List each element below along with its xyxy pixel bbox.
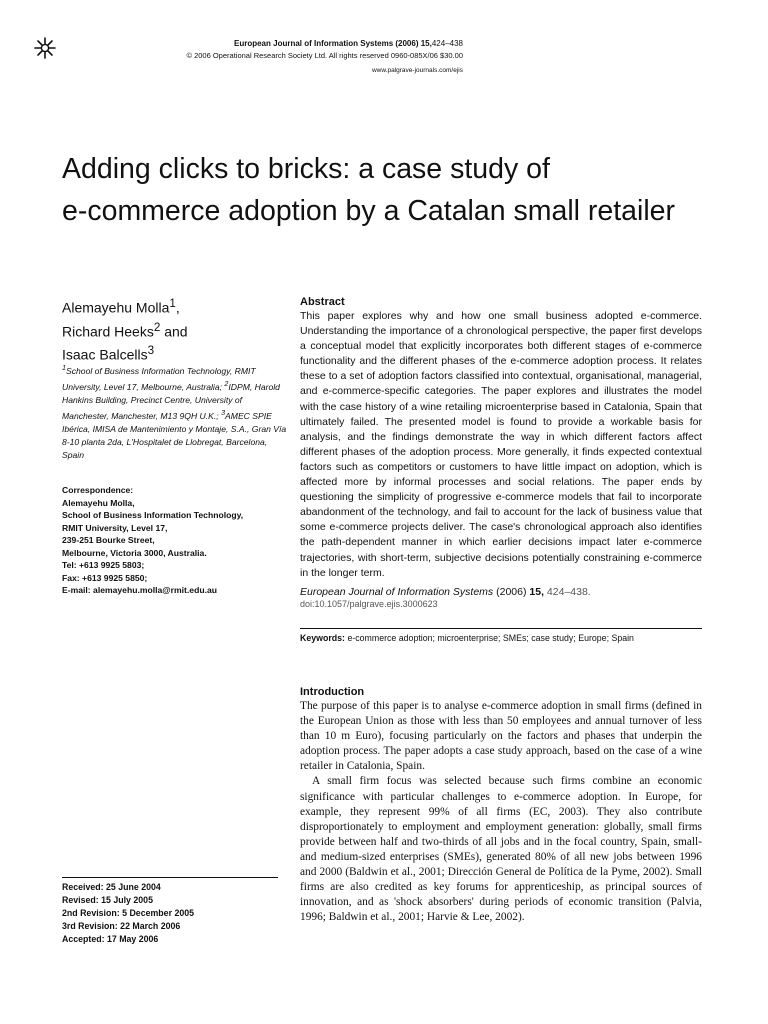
- journal-url[interactable]: www.palgrave-journals.com/ejis: [371, 67, 463, 74]
- article-title: [62, 148, 742, 232]
- date-revised: Revised: 15 July 2005: [62, 895, 153, 905]
- palgrave-star-icon: [34, 37, 56, 59]
- copyright-line: © 2006 Operational Research Society Ltd. All rights reserved 0960-085X/06 $30.00: [186, 51, 463, 60]
- correspondence-tel: Tel: +613 9925 5803;: [62, 560, 145, 570]
- affiliation-2: IDPM, Harold Hankins Building, Precinct Centre, University of Manchester, Manchester, M13 9QH U.K.;: [62, 381, 280, 421]
- date-revision-3: 3rd Revision: 22 March 2006: [62, 921, 181, 931]
- correspondence-email[interactable]: E-mail: alemayehu.molla@rmit.edu.au: [62, 585, 217, 595]
- abstract-text: This paper explores why and how one small business adopted e-commerce. Understanding the importance of a chronological perspective, the paper first develops a conceptual model that explicitly incorporates both different stages of e-commerce functionality and the different phases of the e-commerce adoption process. It relates these to a set of adoption factors classified into contextual, organisational, managerial, and e-commerce-specific categories. The paper explores and illustrates the model with the case history of a wine retailing microenterprise based in Catalonia, Spain that ultimately failed. The presented model is found to provide a workable basis for analysis, and the findings demonstrate the way in which different factors affect different phases of the adoption process. More generally, it finds expected contextual factors such as competitors or customers to have little impact on adoption, which is affected more by informal processes and social relations. The paper ends by questioning the simplicity of progressive e-commerce models that fail to incorporate abandonment of the technology, and fail to account for the lack of business value that some e-commerce projects deliver. The case's chronological approach also identifies the path-dependent manner in which earlier decisions impact later e-commerce trajectories, with short-term, subjective decisions potentially constraining e-commerce in the longer term.: [300, 310, 702, 579]
- affiliation-1: School of Business Information Technology, RMIT University, Level 17, Melbourne, Australia;: [62, 365, 256, 392]
- author-list: [62, 294, 292, 365]
- title-line-1: Adding clicks to bricks: a case study of: [62, 153, 550, 185]
- abstract-citation: European Journal of Information Systems (2006) 15, 424–438.: [300, 586, 591, 598]
- keywords: [300, 633, 634, 643]
- keywords-text: e-commerce adoption; microenterprise; SMEs; case study; Europe; Spain: [347, 633, 634, 643]
- correspondence-heading: Correspondence:: [62, 485, 134, 495]
- title-line-2: e-commerce adoption by a Catalan small retailer: [62, 195, 676, 227]
- keywords-divider: [300, 628, 702, 629]
- correspondence-line: 239-251 Bourke Street,: [62, 535, 155, 545]
- keywords-label: Keywords:: [300, 633, 345, 643]
- date-revision-2: 2nd Revision: 5 December 2005: [62, 908, 195, 918]
- abstract-heading: Abstract: [300, 296, 345, 308]
- correspondence-fax: Fax: +613 9925 5850;: [62, 572, 148, 583]
- journal-header: [150, 38, 463, 50]
- doi[interactable]: doi:10.1057/palgrave.ejis.3000623: [300, 599, 438, 609]
- journal-name: European Journal of Information Systems (2006): [234, 39, 419, 48]
- introduction-heading: Introduction: [300, 686, 365, 698]
- journal-pages: 424–438: [431, 39, 463, 48]
- author-3: Isaac Balcells$^3$: [62, 344, 155, 363]
- correspondence-line: Melbourne, Victoria 3000, Australia.: [62, 547, 207, 558]
- correspondence-line: Alemayehu Molla,: [62, 497, 135, 508]
- date-received: Received: 25 June 2004: [62, 882, 161, 892]
- correspondence-block: [62, 484, 292, 597]
- introduction-paragraph-1: The purpose of this paper is to analyse e-commerce adoption in small firms (defined in the European Union as those with less than 50 employees and annual turnover of less than 10 m Euro), focusing particularly on the factors and phases that underpin the adoption process. The paper adopts a case study approach, based on the case of a wine retailer in Catalonia, Spain.: [300, 700, 702, 773]
- author-2: Richard Heeks$^2$ and: [62, 320, 188, 340]
- author-1: Alemayehu Molla$^1$,: [62, 297, 180, 316]
- correspondence-line: School of Business Information Technology,: [62, 510, 244, 520]
- affiliation-3: AMEC SPIE Ibérica, IMISA de Mantenimiento y Montaje, S.A., Gran Vía 8-10 planta 2da, L'Hospitalet de Llobregat, Barcelona, Spain: [62, 410, 287, 460]
- journal-volume: 15,: [420, 39, 432, 48]
- introduction-paragraph-2: A small firm focus was selected because such firms combine an economic significance with particular challenges to e-commerce adoption. In Europe, for example, they represent 99% of all firms (EC, 2003). They also contribute disproportionately to employment and employment generation: globally, small firms provide between half and two-thirds of all jobs and in the focal country, Spain, small- and medium-sized enterprises (SMEs), generated 80% of all new jobs between 1996 and 2000 (Baldwin et al., 2001; Dirección General de Política de la Pyme, 2002). Small firms are also credited as key forums for apprenticeship, as principal sources of innovation, and as 'shock absorbers' during periods of economic transition (Palvia, 1996; Baldwin et al., 2001; Harvie & Lee, 2002).: [300, 775, 702, 924]
- dates-divider: [62, 877, 278, 878]
- submission-dates: [62, 881, 292, 946]
- introduction-body: [300, 699, 702, 925]
- affiliations: $^1$School of Business Information Technology, RMIT University, Level 17, Melbourne, Australia; $^2$IDPM, Harold Hankins Building, Precinct Centre, University of Manchester, Manchester, M13 9QH U.K.; $^3$AMEC SPIE Ibérica, IMISA de Mantenimiento y Montaje, S.A., Gran Vía 8-10 planta 2da, L'Hospitalet de Llobregat, Barcelona, Spain: [62, 364, 287, 460]
- correspondence-line: RMIT University, Level 17,: [62, 522, 168, 533]
- date-accepted: Accepted: 17 May 2006: [62, 934, 159, 944]
